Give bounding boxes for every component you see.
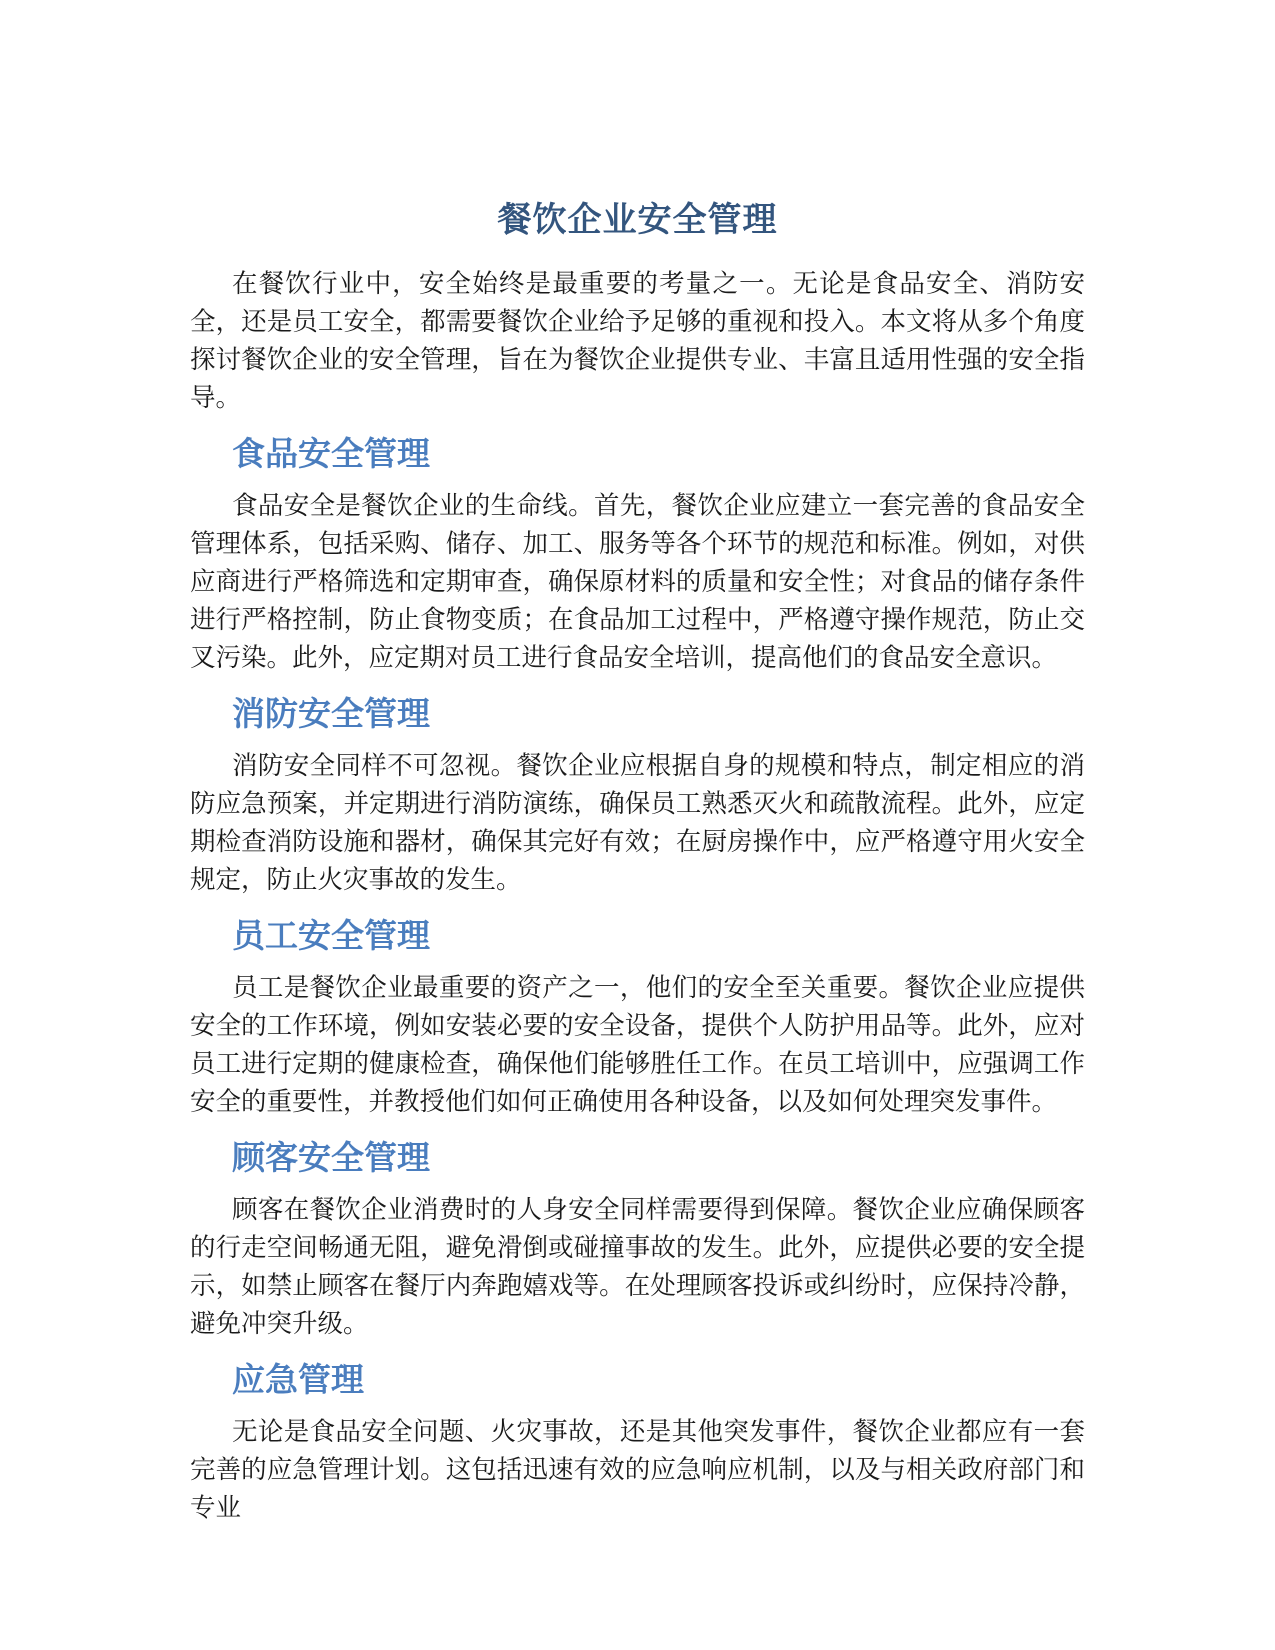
section-paragraph-emergency-management: 无论是食品安全问题、火灾事故，还是其他突发事件，餐饮企业都应有一套完善的应急管理计划。这包括迅速有效的应急响应机制，以及与相关政府部门和专业 — [190, 1417, 1085, 1522]
section-paragraph-employee-safety: 员工是餐饮企业最重要的资产之一，他们的安全至关重要。餐饮企业应提供安全的工作环境，例如安装必要的安全设备，提供个人防护用品等。此外，应对员工进行定期的健康检查，确保他们能够胜任工作。在员工培训中，应强调工作安全的重要性，并教授他们如何正确使用各种设备，以及如何处理突发事件。 — [190, 973, 1085, 1116]
section-paragraph-food-safety: 食品安全是餐饮企业的生命线。首先，餐饮企业应建立一套完善的食品安全管理体系，包括采购、储存、加工、服务等各个环节的规范和标准。例如，对供应商进行严格筛选和定期审查，确保原材料的质量和安全性；对食品的储存条件进行严格控制，防止食物变质；在食品加工过程中，严格遵守操作规范，防止交叉污染。此外，应定期对员工进行食品安全培训，提高他们的食品安全意识。 — [190, 491, 1085, 672]
section-heading-food-safety: 食品安全管理 — [232, 435, 430, 472]
section-heading-customer-safety: 顾客安全管理 — [232, 1139, 430, 1176]
section-heading-employee-safety: 员工安全管理 — [232, 917, 430, 954]
section-paragraph-fire-safety: 消防安全同样不可忽视。餐饮企业应根据自身的规模和特点，制定相应的消防应急预案，并定期进行消防演练，确保员工熟悉灭火和疏散流程。此外，应定期检查消防设施和器材，确保其完好有效；在厨房操作中，应严格遵守用火安全规定，防止火灾事故的发生。 — [190, 751, 1085, 894]
section-paragraph-customer-safety: 顾客在餐饮企业消费时的人身安全同样需要得到保障。餐饮企业应确保顾客的行走空间畅通无阻，避免滑倒或碰撞事故的发生。此外，应提供必要的安全提示，如禁止顾客在餐厅内奔跑嬉戏等。在处理顾客投诉或纠纷时，应保持冷静，避免冲突升级。 — [190, 1195, 1085, 1338]
section-heading-emergency-management: 应急管理 — [232, 1361, 364, 1398]
document-title: 餐饮企业安全管理 — [497, 201, 778, 239]
section-heading-fire-safety: 消防安全管理 — [232, 695, 430, 732]
intro-paragraph: 在餐饮行业中，安全始终是最重要的考量之一。无论是食品安全、消防安全，还是员工安全，都需要餐饮企业给予足够的重视和投入。本文将从多个角度探讨餐饮企业的安全管理，旨在为餐饮企业提供专业、丰富且适用性强的安全指导。 — [190, 269, 1085, 412]
